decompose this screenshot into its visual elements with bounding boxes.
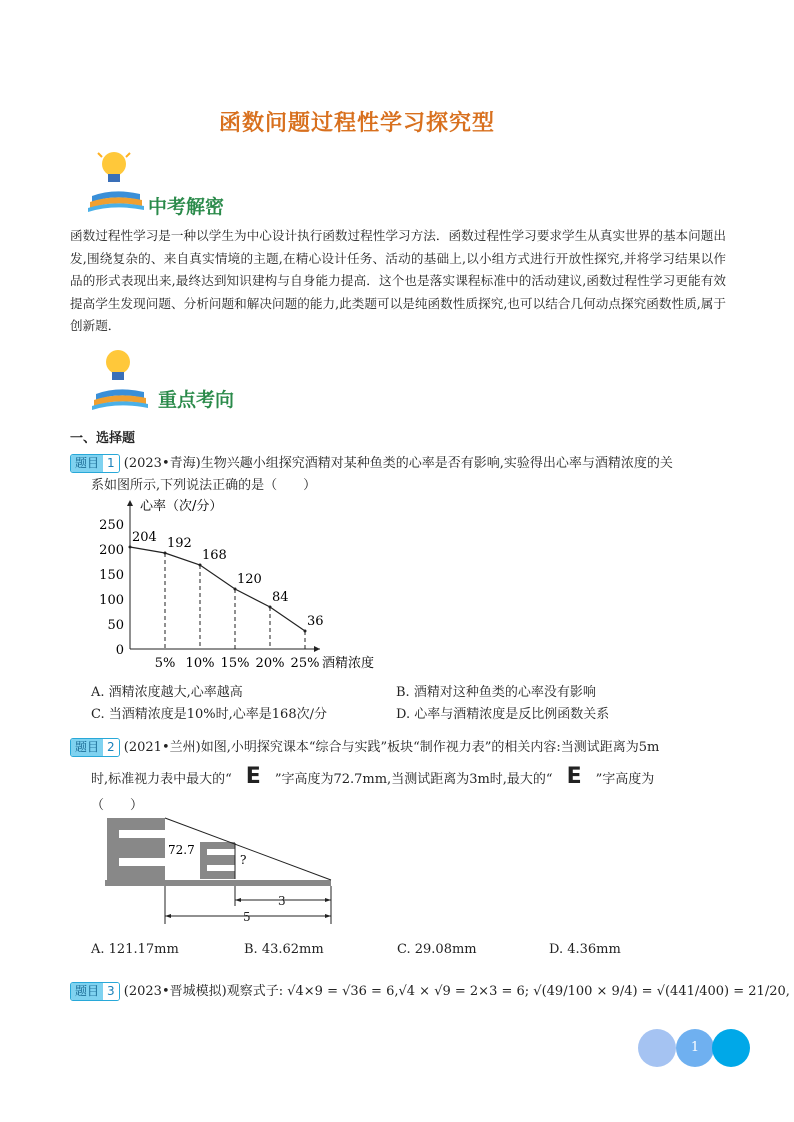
data-point [234,588,237,591]
data-point [164,552,167,555]
y-tick-label: 150 [99,568,124,583]
x-tick-label: 20% [255,656,285,671]
x-axis-arrow [314,646,320,652]
option-c[interactable]: C. 当酒精浓度是10%时,心率是168次/分 [91,707,327,722]
option-a[interactable]: A. 121.17mm [91,942,179,957]
x-tick-label: 15% [220,656,250,671]
e-glyph: E [566,764,582,789]
e-glyph: E [245,764,261,789]
option-b[interactable]: B. 酒精对这种鱼类的心率没有影响 [396,685,596,700]
question-3-eq2: √(49/100 × 9/4) = √(441/400) = 21/20, [533,984,790,999]
y-tick-label: 200 [99,543,124,558]
label-dim-5: 5 [243,910,251,924]
question-tag: 题目 3 [70,982,120,1001]
y-axis-label: 心率（次/分） [140,499,223,514]
section-heading-key: 重点考向 [158,389,235,411]
option-c[interactable]: C. 29.08mm [397,942,477,957]
eye-chart-figure [100,812,340,928]
label-72.7: 72.7 [168,843,195,857]
data-point [269,606,272,609]
question-1-text: (2023•青海)生物兴趣小组探究酒精对某种鱼类的心率是否有影响,实验得出心率与酒精浓度的关 [123,456,673,471]
question-3-text: (2023•晋城模拟)观察式子: [123,984,284,999]
section-heading-exam: 中考解密 [148,196,225,218]
y-tick-label: 250 [99,518,124,533]
option-b[interactable]: B. 43.62mm [244,942,324,957]
small-e-shape [200,842,235,879]
question-1 [70,452,673,473]
y-tick-label: 0 [115,643,124,658]
data-label: 192 [167,536,192,551]
heart-rate-chart [90,494,400,674]
x-axis-label: 酒精浓度 [322,656,375,671]
data-label: 168 [202,548,227,563]
data-label: 204 [132,530,157,545]
page-deco-circle [638,1029,676,1067]
data-point [199,564,202,567]
lightbulb-books-icon [84,148,150,214]
page-number: 1 [676,1029,714,1067]
question-tag: 题目 2 [70,738,120,757]
question-2-blank: （ ） [91,798,144,813]
option-d[interactable]: D. 心率与酒精浓度是反比例函数关系 [396,707,610,722]
y-tick-label: 50 [107,618,124,633]
question-1-text-2: 系如图所示,下列说法正确的是（ ） [91,478,317,493]
label-dim-3: 3 [278,894,286,908]
question-3-eq1: √4×9 = √36 = 6,√4 × √9 = 2×3 = 6; [287,984,530,999]
question-tag: 题目 1 [70,454,120,473]
lightbulb-books-icon [88,346,154,412]
y-axis-arrow [127,500,133,506]
data-label: 84 [272,590,289,605]
page-title: 函数问题过程性学习探究型 [218,110,495,136]
data-label: 36 [307,614,324,629]
intro-paragraph: 函数过程性学习是一种以学生为中心设计执行函数过程性学习方法．函数过程性学习要求学生从真实世界的基本问题出发,围绕复杂的、来自真实情境的主题,在精心设计任务、活动的基础上,以小组方式进行开放性探究,并将学习结果以作品的形式表现出来,最终达到知识建构与自身能力提高．这个也是落实课程标准中的活动建议,函数过程性学习更能有效提高学生发现问题、分析问题和解决问题的能力,此类题可以是纯函数性质探究,也可以结合几何动点探究函数性质,属于创新题． [70,228,726,334]
x-tick-label: 5% [154,656,176,671]
data-label: 120 [237,572,262,587]
question-3 [70,980,790,1001]
question-2 [70,736,659,757]
big-e-shape [107,818,165,880]
data-point [129,546,132,549]
page-deco-circle [712,1029,750,1067]
y-tick-label: 100 [99,593,124,608]
data-point [304,630,307,633]
question-2-text: (2021•兰州)如图,小明探究课本“综合与实践”板块“制作视力表”的相关内容:当测试距离为5m [123,740,660,755]
question-2-text-2: 时,标准视力表中最大的“ E ”字高度为72.7mm,当测试距离为3m时,最大的“ E ”字高度为 [91,764,655,789]
x-tick-label: 25% [290,656,320,671]
option-d[interactable]: D. 4.36mm [549,942,621,957]
option-a[interactable]: A. 酒精浓度越大,心率越高 [91,685,243,700]
label-question: ? [240,853,247,867]
part-label: 一、选择题 [70,431,136,446]
x-tick-label: 10% [185,656,215,671]
